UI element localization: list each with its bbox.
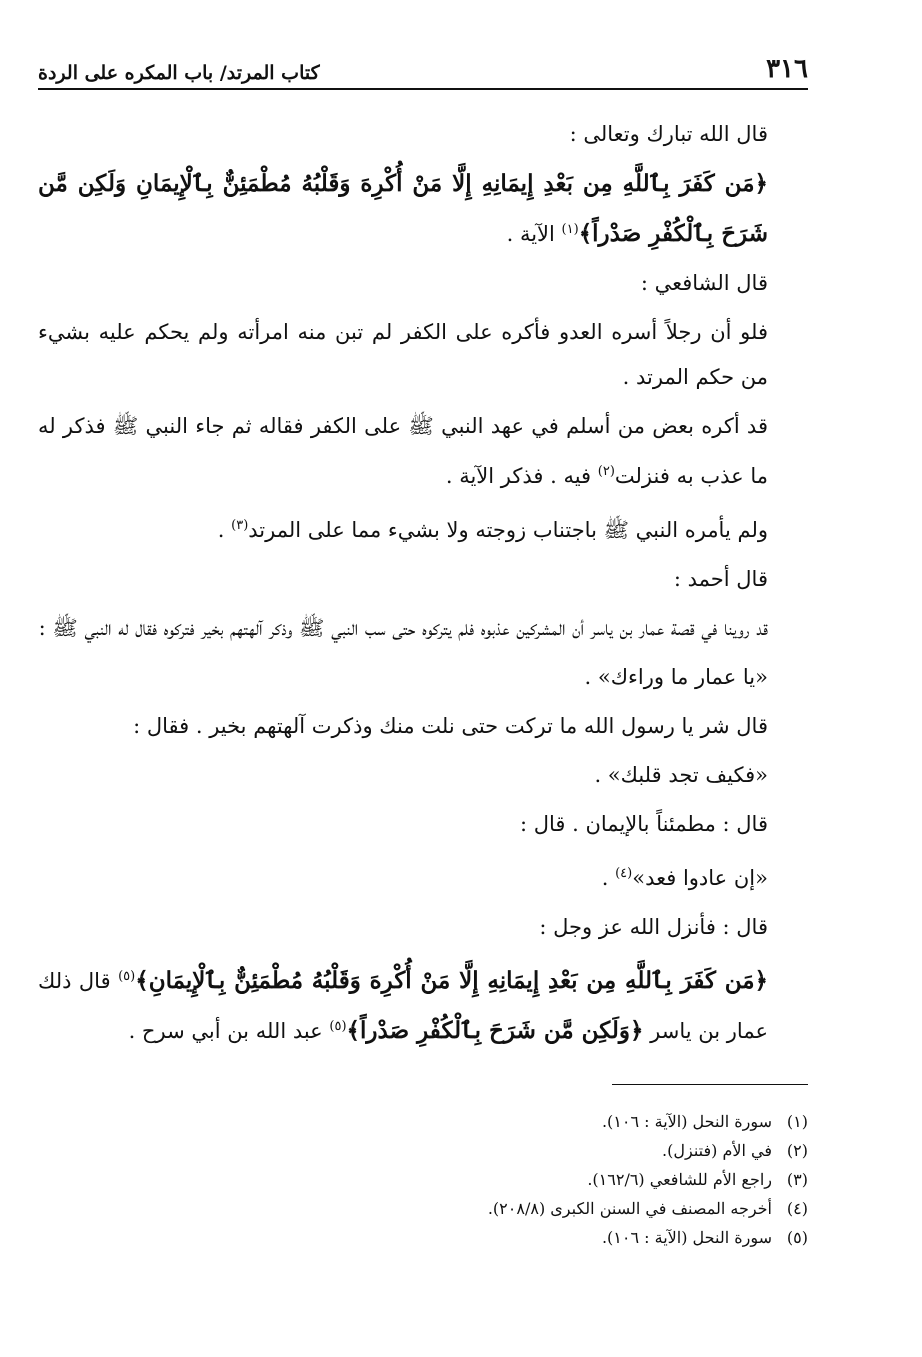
text-run: الآية . [506, 222, 562, 246]
footnote-text: أخرجه المصنف في السنن الكبرى (٢٠٨/٨). [487, 1199, 772, 1218]
text-run: «فكيف تجد قلبك» . [594, 763, 768, 787]
quran-verse: ﴿مَن كَفَرَ بِٱللَّهِ مِن بَعْدِ إِيمَانِهِ إِلَّا مَنْ أُكْرِهَ وَقَلْبُهُ مُطْمَئِنٌّ بِٱلْإِيمَانِ وَلَكِن مَّن شَرَحَ بِٱلْكُفْرِ صَدْراً﴾ [38, 170, 768, 247]
text-run: . [217, 518, 232, 542]
footnote-ref: (٢) [597, 464, 615, 479]
quran-verse: ﴿وَلَكِن مَّن شَرَحَ بِٱلْكُفْرِ صَدْراً﴾ [346, 1017, 644, 1044]
footnote-number: (٥) [786, 1228, 808, 1247]
footnote-number: (٢) [786, 1141, 808, 1160]
footnote-ref: (٥) [118, 969, 136, 984]
paragraph [38, 606, 808, 651]
footnote-separator [612, 1084, 808, 1085]
paragraph [38, 954, 808, 1054]
text-run: قال الله تبارك وتعالى : [569, 122, 768, 146]
paragraph [38, 704, 808, 749]
paragraph [38, 503, 808, 553]
text-run: «يا عمار ما وراءك» . [584, 665, 768, 689]
footnote [38, 1194, 808, 1223]
main-text [38, 112, 808, 1054]
paragraph [38, 557, 808, 602]
footnote-text: في الأم (فتنزل). [662, 1141, 772, 1160]
running-header [38, 50, 808, 90]
footnote-ref: (٥) [329, 1019, 347, 1034]
footnote [38, 1165, 808, 1194]
text-run: عبد الله بن أبي سرح . [128, 1019, 330, 1043]
footnote-ref: (٤) [615, 866, 633, 881]
text-run: قال : مطمئناً بالإيمان . قال : [520, 812, 768, 836]
text-run: فيه . فذكر الآية . [445, 464, 598, 488]
text-run: قد أكره بعض من أسلم في عهد النبي ﷺ على الكفر فقاله ثم جاء النبي ﷺ فذكر له ما عذب به فنزلت [38, 414, 768, 488]
footnote-text: سورة النحل (الآية : ١٠٦). [601, 1228, 772, 1247]
footnote [38, 1223, 808, 1252]
paragraph [38, 655, 808, 700]
running-title: كتاب المرتد/ باب المكره على الردة [38, 62, 320, 84]
text-run: قال : فأنزل الله عز وجل : [539, 915, 768, 939]
text-run: قال ذلك عمار بن ياسر [38, 969, 768, 1043]
footnote-text: سورة النحل (الآية : ١٠٦). [601, 1112, 772, 1131]
paragraph [38, 161, 808, 257]
book-page [38, 50, 808, 1252]
footnote-number: (٤) [786, 1199, 808, 1218]
paragraph [38, 261, 808, 306]
paragraph [38, 851, 808, 901]
text-run: قال أحمد : [673, 567, 768, 591]
paragraph [38, 310, 808, 400]
text-run: فلو أن رجلاً أسره العدو فأكره على الكفر لم تبن منه امرأته ولم يحكم عليه بشيء من حكم المرتد . [38, 320, 768, 389]
footnote-number: (١) [786, 1112, 808, 1131]
paragraph [38, 802, 808, 847]
footnote-ref: (١) [561, 222, 579, 237]
paragraph [38, 112, 808, 157]
footnote [38, 1136, 808, 1165]
paragraph [38, 905, 808, 950]
text-run: . [601, 866, 616, 890]
text-run: «إن عادوا فعد» [632, 866, 768, 890]
footnote [38, 1107, 808, 1136]
text-run: ولم يأمره النبي ﷺ باجتناب زوجته ولا بشيء مما على المرتد [248, 518, 768, 542]
paragraph [38, 404, 808, 499]
paragraph [38, 753, 808, 798]
text-run: قد روينا في قصة عمار بن ياسر أن المشركين عذبوه فلم يتركوه حتى سب النبي ﷺ وذكر آلهتهم بخير فتركوه فقال له النبي ﷺ : [38, 616, 768, 640]
text-run: قال الشافعي : [640, 271, 768, 295]
quran-verse: ﴿مَن كَفَرَ بِٱللَّهِ مِن بَعْدِ إِيمَانِهِ إِلَّا مَنْ أُكْرِهَ وَقَلْبُهُ مُطْمَئِنٌّ بِٱلْإِيمَانِ﴾ [135, 967, 769, 994]
footnotes [38, 1107, 808, 1252]
footnote-number: (٣) [786, 1170, 808, 1189]
footnote-ref: (٣) [231, 518, 249, 533]
text-run: قال شر يا رسول الله ما تركت حتى نلت منك وذكرت آلهتهم بخير . فقال : [133, 714, 768, 738]
footnote-text: راجع الأم للشافعي (١٦٢/٦). [587, 1170, 772, 1189]
page-number: ٣١٦ [766, 54, 808, 84]
